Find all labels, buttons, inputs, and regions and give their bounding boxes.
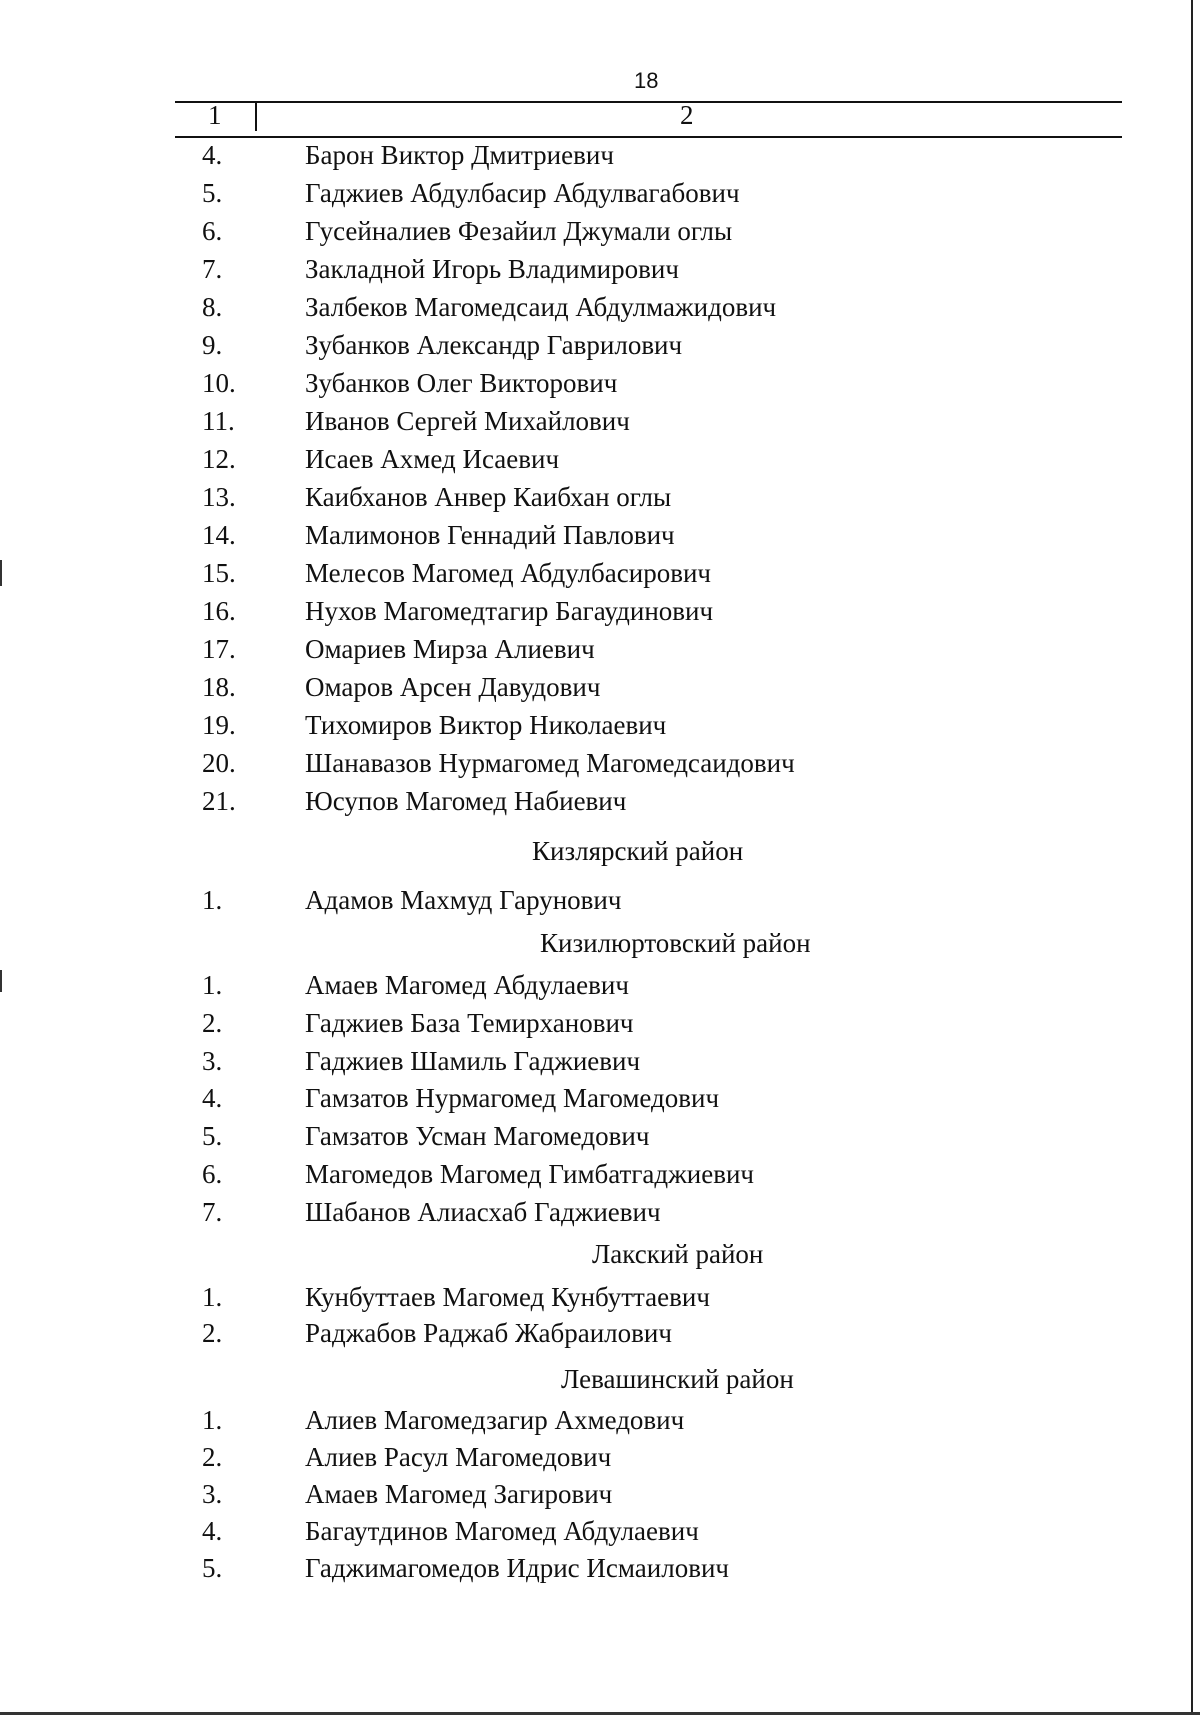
list-item-number: 12. [202, 444, 236, 474]
list-item-name: Гамзатов Нурмагомед Магомедович [305, 1083, 720, 1114]
scan-edge-right [1191, 0, 1193, 1715]
list-item-number: 1. [202, 1282, 223, 1312]
list-item-name: Омаров Арсен Давудович [305, 672, 601, 702]
list-item-number: 8. [202, 292, 223, 322]
list-item-number: 16. [202, 596, 236, 626]
list-item-number: 6. [202, 1159, 223, 1189]
column-header-2: 2 [680, 100, 694, 130]
list-item-number: 9. [202, 330, 223, 360]
table-header-bottom-rule [175, 136, 1122, 138]
list-item-number: 14. [202, 520, 236, 550]
list-item-number: 5. [202, 178, 223, 208]
list-item-name: Кунбуттаев Магомед Кунбуттаевич [305, 1282, 710, 1312]
list-item-number: 3. [202, 1045, 223, 1076]
list-item-number: 5. [202, 1121, 223, 1152]
scan-mark [0, 970, 2, 992]
list-item-number: 2. [202, 1007, 223, 1038]
table-header-top-rule [175, 101, 1122, 103]
list-item-number: 11. [202, 406, 235, 436]
list-item-name: Каибханов Анвер Каибхан оглы [305, 482, 672, 512]
list-item-name: Залбеков Магомедсаид Абдулмажидович [305, 292, 777, 322]
list-item-name: Иванов Сергей Михайлович [305, 406, 630, 436]
list-item-name: Адамов Махмуд Гарунович [305, 885, 622, 915]
list-item-number: 1. [202, 970, 223, 1000]
list-item-number: 15. [202, 558, 236, 588]
district-heading: Кизлярский район [532, 836, 744, 866]
list-item-number: 18. [202, 672, 236, 702]
list-item-number: 21. [202, 786, 236, 816]
list-item-number: 5. [202, 1553, 223, 1583]
list-item-number: 2. [202, 1442, 223, 1472]
list-item-name: Барон Виктор Дмитриевич [305, 140, 614, 170]
list-item-name: Шабанов Алиасхаб Гаджиевич [305, 1196, 661, 1227]
list-item-number: 1. [202, 1405, 223, 1435]
list-item-name: Малимонов Геннадий Павлович [305, 520, 675, 550]
list-item-name: Амаев Магомед Абдулаевич [305, 970, 629, 1000]
list-item-number: 7. [202, 1196, 223, 1227]
list-item-number: 3. [202, 1479, 223, 1509]
list-item-number: 4. [202, 1516, 223, 1546]
list-item-name: Гусейналиев Фезайил Джумали оглы [305, 216, 733, 246]
list-item-number: 4. [202, 140, 223, 170]
list-item-number: 6. [202, 216, 223, 246]
list-item-name: Багаутдинов Магомед Абдулаевич [305, 1516, 699, 1546]
scan-mark [0, 560, 2, 586]
district-heading: Кизилюртовский район [540, 928, 811, 958]
list-item-number: 2. [202, 1318, 223, 1348]
district-heading: Левашинский район [561, 1364, 794, 1394]
list-item-name: Магомедов Магомед Гимбатгаджиевич [305, 1159, 755, 1189]
list-item-name: Омариев Мирза Алиевич [305, 634, 595, 664]
list-item-number: 13. [202, 482, 236, 512]
table-header-divider [255, 101, 257, 131]
list-item-name: Гаджимагомедов Идрис Исмаилович [305, 1553, 729, 1583]
list-item-name: Гаджиев Шамиль Гаджиевич [305, 1045, 641, 1076]
list-item-number: 19. [202, 710, 236, 740]
list-item-name: Шанавазов Нурмагомед Магомедсаидович [305, 748, 795, 778]
list-item-name: Раджабов Раджаб Жабраилович [305, 1318, 672, 1348]
list-item-name: Зубанков Олег Викторович [305, 368, 618, 398]
list-item-name: Гамзатов Усман Магомедович [305, 1121, 650, 1152]
column-header-1: 1 [208, 100, 222, 130]
list-item-number: 7. [202, 254, 223, 284]
list-item-number: 1. [202, 885, 223, 915]
list-item-name: Гаджиев Абдулбасир Абдулвагабович [305, 178, 740, 208]
list-item-number: 20. [202, 748, 236, 778]
list-item-name: Алиев Магомедзагир Ахмедович [305, 1405, 685, 1435]
list-item-name: Гаджиев База Темирханович [305, 1007, 634, 1038]
list-item-name: Алиев Расул Магомедович [305, 1442, 612, 1472]
list-item-name: Юсупов Магомед Набиевич [305, 786, 627, 816]
list-item-name: Зубанков Александр Гаврилович [305, 330, 683, 360]
list-item-name: Исаев Ахмед Исаевич [305, 444, 560, 474]
list-item-number: 4. [202, 1083, 223, 1114]
list-item-name: Закладной Игорь Владимирович [305, 254, 679, 284]
list-item-name: Нухов Магомедтагир Багаудинович [305, 596, 714, 626]
list-item-name: Мелесов Магомед Абдулбасирович [305, 558, 711, 588]
list-item-name: Тихомиров Виктор Николаевич [305, 710, 667, 740]
list-item-number: 17. [202, 634, 236, 664]
list-item-number: 10. [202, 368, 236, 398]
list-item-name: Амаев Магомед Загирович [305, 1479, 613, 1509]
page-number: 18 [634, 68, 659, 93]
district-heading: Лакский район [592, 1239, 764, 1269]
